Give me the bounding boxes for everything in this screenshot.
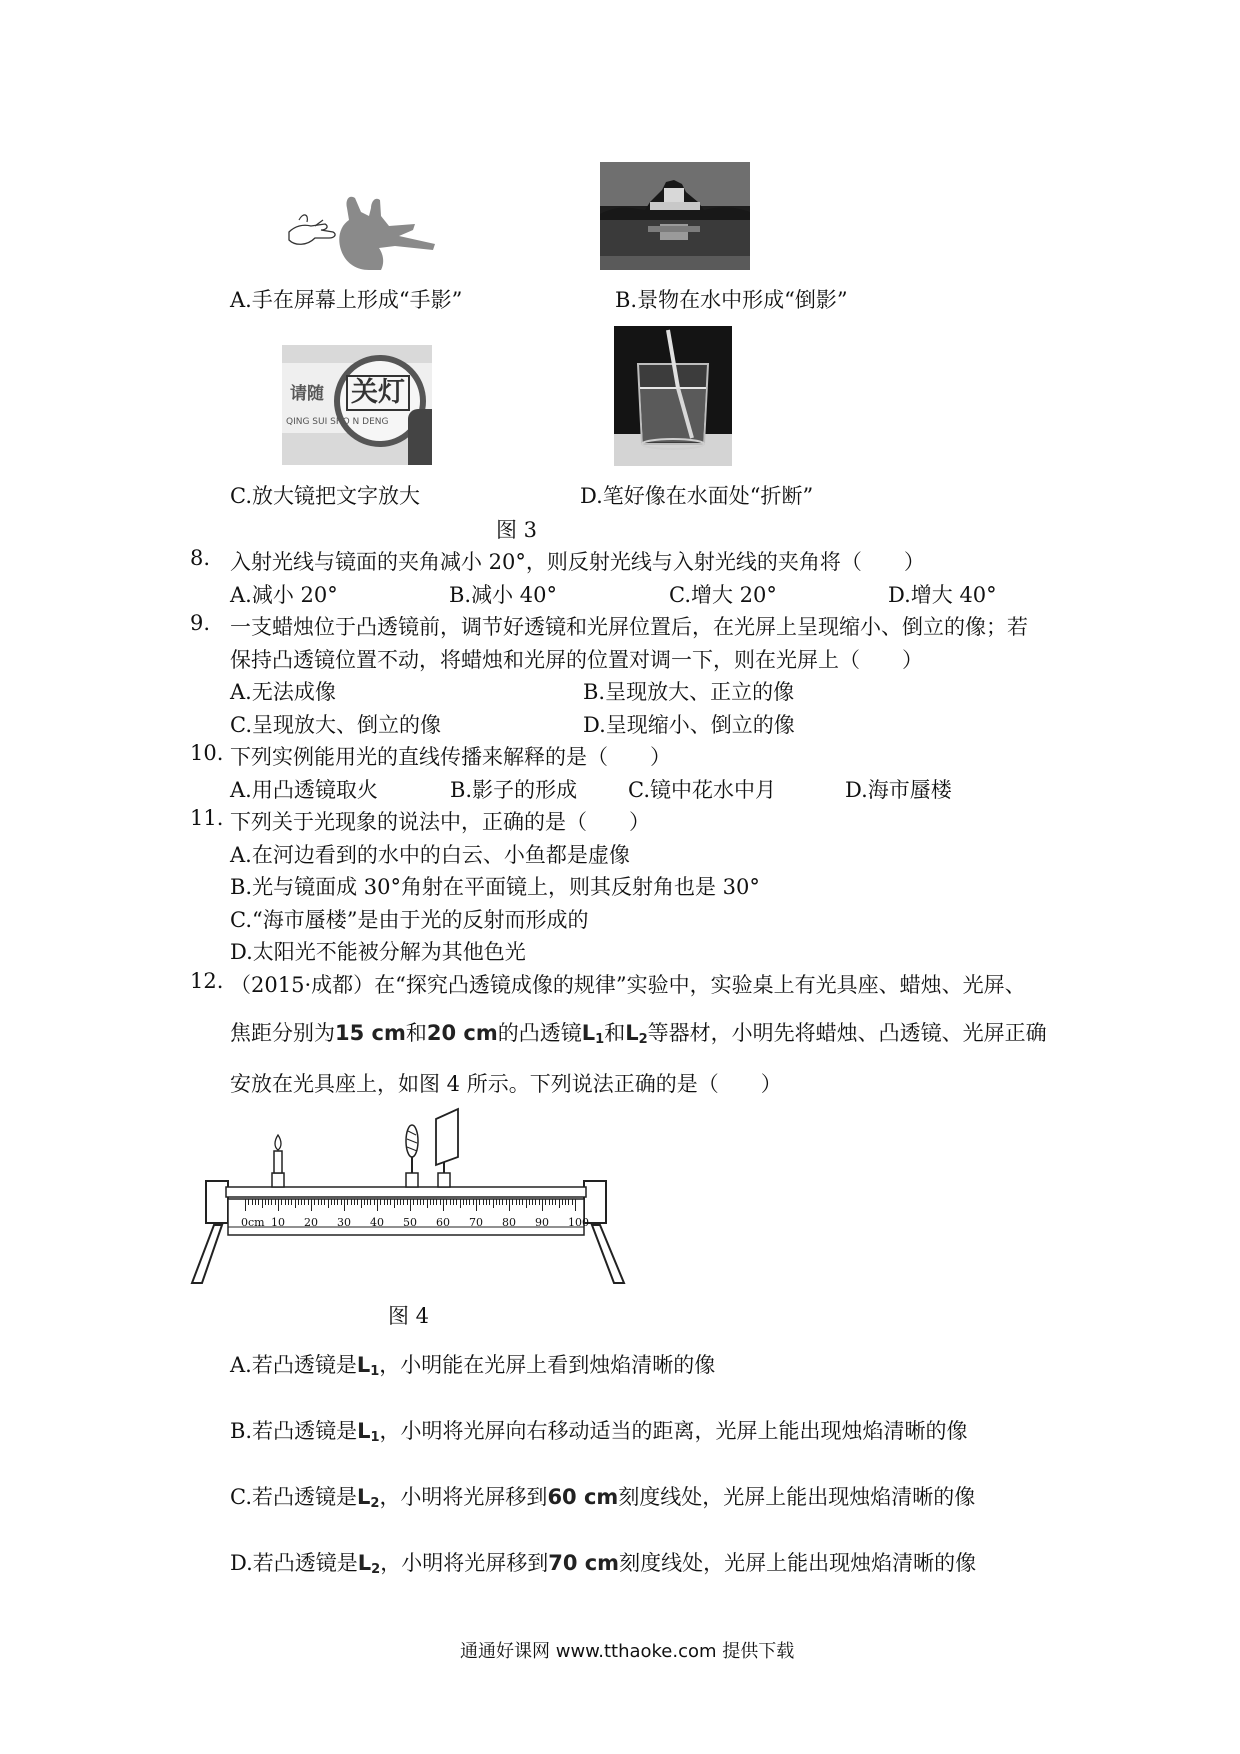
q12-option-c-lens: L bbox=[357, 1485, 371, 1509]
sign-pinyin: QING SUI SHO N DENG bbox=[286, 417, 389, 427]
ruler-tick bbox=[271, 1199, 272, 1205]
q9-option-d: D.呈现缩小、倒立的像 bbox=[583, 713, 795, 737]
ruler-tick bbox=[423, 1199, 424, 1205]
q12-option-d-pre: D.若凸透镜是 bbox=[230, 1551, 358, 1575]
ruler-tick bbox=[522, 1199, 523, 1205]
ruler-tick bbox=[367, 1199, 368, 1205]
ruler-tick bbox=[502, 1199, 503, 1205]
q12-option-a-post: ，小明能在光屏上看到烛焰清晰的像 bbox=[379, 1353, 716, 1377]
ruler-tick bbox=[417, 1199, 418, 1205]
ruler-tick bbox=[311, 1199, 312, 1211]
q12-focal-20: 20 cm bbox=[426, 1021, 498, 1045]
q12-number: 12. bbox=[190, 969, 224, 993]
ruler-tick bbox=[380, 1199, 381, 1205]
q12-option-c-pre: C.若凸透镜是 bbox=[230, 1485, 357, 1509]
q12-option-a-lens-sub: 1 bbox=[370, 1364, 380, 1379]
fig3-option-b: B.景物在水中形成“倒影” bbox=[615, 288, 848, 312]
ruler-tick bbox=[516, 1199, 517, 1205]
ruler-tick bbox=[506, 1199, 507, 1205]
fig3-option-d: D.笔好像在水面处“折断” bbox=[580, 484, 814, 508]
q8-option-d: D.增大 40° bbox=[888, 583, 997, 607]
ruler-tick bbox=[252, 1199, 253, 1205]
q12-line2-and: 和 bbox=[405, 1021, 427, 1045]
ruler-tick bbox=[281, 1199, 282, 1205]
ruler-tick bbox=[288, 1199, 289, 1205]
ruler-tick bbox=[410, 1199, 411, 1211]
q10-option-c: C.镜中花水中月 bbox=[628, 778, 776, 802]
ruler-tick bbox=[318, 1199, 319, 1205]
hand-shadow-image bbox=[285, 190, 440, 275]
ruler-tick bbox=[519, 1199, 520, 1205]
ruler-tick bbox=[258, 1199, 259, 1205]
q12-line2-text: 焦距分别为 bbox=[230, 1021, 335, 1045]
ruler-tick bbox=[463, 1199, 464, 1205]
ruler-tick bbox=[370, 1199, 371, 1205]
ruler-tick bbox=[255, 1199, 256, 1205]
q10-option-b: B.影子的形成 bbox=[450, 778, 578, 802]
sign-text-left: 请随 bbox=[290, 384, 324, 404]
ruler-tick bbox=[278, 1199, 279, 1211]
ruler-tick bbox=[440, 1199, 441, 1205]
q11-option-a: A.在河边看到的水中的白云、小鱼都是虚像 bbox=[230, 843, 630, 867]
ruler-label: 0cm bbox=[241, 1216, 265, 1229]
ruler-tick bbox=[469, 1199, 470, 1205]
figure4-caption: 图 4 bbox=[388, 1304, 430, 1328]
ruler-tick bbox=[526, 1199, 527, 1208]
page-footer: 通通好课网 www.tthaoke.com 提供下载 bbox=[460, 1641, 795, 1662]
ruler-tick bbox=[364, 1199, 365, 1205]
ruler-tick bbox=[298, 1199, 299, 1205]
ruler-tick bbox=[539, 1199, 540, 1205]
ruler-tick bbox=[265, 1199, 266, 1205]
ruler-tick bbox=[361, 1199, 362, 1208]
ruler-tick bbox=[575, 1199, 576, 1211]
q12-option-b-lens-sub: 1 bbox=[370, 1430, 380, 1445]
q10-stem: 下列实例能用光的直线传播来解释的是（ ） bbox=[230, 745, 671, 769]
ruler-tick bbox=[549, 1199, 550, 1205]
ruler-tick bbox=[476, 1199, 477, 1211]
q10-option-a: A.用凸透镜取火 bbox=[230, 778, 378, 802]
ruler-tick bbox=[268, 1199, 269, 1205]
ruler-tick bbox=[430, 1199, 431, 1205]
ruler-tick bbox=[529, 1199, 530, 1205]
ruler-tick bbox=[559, 1199, 560, 1208]
ruler-tick bbox=[403, 1199, 404, 1205]
q8-option-a: A.减小 20° bbox=[230, 583, 338, 607]
ruler-tick bbox=[321, 1199, 322, 1205]
ruler-tick bbox=[460, 1199, 461, 1208]
ruler-tick bbox=[552, 1199, 553, 1205]
bent-pen-image bbox=[614, 326, 732, 466]
q8-option-c: C.增大 20° bbox=[669, 583, 777, 607]
q12-option-b-pre: B.若凸透镜是 bbox=[230, 1419, 358, 1443]
ruler-tick bbox=[555, 1199, 556, 1205]
ruler-label: 10 bbox=[271, 1216, 285, 1229]
q12-option-b bbox=[230, 1415, 968, 1445]
ruler-tick bbox=[248, 1199, 249, 1205]
ruler-tick bbox=[295, 1199, 296, 1208]
ruler-scale bbox=[245, 1199, 575, 1213]
ruler-tick bbox=[384, 1199, 385, 1205]
q12-option-c-lens-sub: 2 bbox=[370, 1496, 380, 1511]
ruler-tick bbox=[413, 1199, 414, 1205]
ruler-tick bbox=[344, 1199, 345, 1211]
q9-option-c: C.呈现放大、倒立的像 bbox=[230, 713, 441, 737]
ruler-tick bbox=[262, 1199, 263, 1208]
ruler-tick bbox=[456, 1199, 457, 1205]
ruler-tick bbox=[301, 1199, 302, 1205]
q12-option-a bbox=[230, 1349, 715, 1379]
ruler-tick bbox=[285, 1199, 286, 1205]
q8-stem: 入射光线与镜面的夹角减小 20°，则反射光线与入射光线的夹角将（ ） bbox=[230, 550, 925, 574]
q12-option-d-post: 刻度线处，光屏上能出现烛焰清晰的像 bbox=[619, 1551, 977, 1575]
q8-option-b: B.减小 40° bbox=[449, 583, 558, 607]
q11-option-b: B.光与镜面成 30°角射在平面镜上，则其反射角也是 30° bbox=[230, 875, 760, 899]
ruler-tick bbox=[489, 1199, 490, 1205]
ruler-tick bbox=[407, 1199, 408, 1205]
q9-number: 9. bbox=[190, 611, 211, 635]
ruler-tick bbox=[304, 1199, 305, 1205]
q12-option-b-post: ，小明将光屏向右移动适当的距离，光屏上能出现烛焰清晰的像 bbox=[379, 1419, 968, 1443]
q12-lens-l2: L bbox=[625, 1021, 639, 1045]
ruler-tick bbox=[341, 1199, 342, 1205]
optical-bench-figure bbox=[188, 1105, 640, 1285]
q12-option-c bbox=[230, 1481, 975, 1511]
ruler-tick bbox=[436, 1199, 437, 1205]
q8-number: 8. bbox=[190, 546, 211, 570]
ruler-tick bbox=[354, 1199, 355, 1205]
ruler-tick bbox=[351, 1199, 352, 1205]
ruler-tick bbox=[486, 1199, 487, 1205]
ruler-tick bbox=[374, 1199, 375, 1205]
ruler-label: 40 bbox=[370, 1216, 384, 1229]
q9-option-b: B.呈现放大、正立的像 bbox=[583, 680, 795, 704]
ruler-tick bbox=[562, 1199, 563, 1205]
q11-stem: 下列关于光现象的说法中，正确的是（ ） bbox=[230, 810, 650, 834]
q11-option-d: D.太阳光不能被分解为其他色光 bbox=[230, 940, 526, 964]
ruler-tick bbox=[331, 1199, 332, 1205]
magnifier-sign-image bbox=[282, 345, 432, 465]
q12-option-c-post: 刻度线处，光屏上能出现烛焰清晰的像 bbox=[618, 1485, 976, 1509]
ruler-tick bbox=[542, 1199, 543, 1211]
ruler-tick bbox=[443, 1199, 444, 1211]
q12-line2-and2: 和 bbox=[604, 1021, 626, 1045]
ruler-label: 90 bbox=[535, 1216, 549, 1229]
q12-stem-line3: 安放在光具座上，如图 4 所示。下列说法正确的是（ ） bbox=[230, 1072, 782, 1096]
ruler-tick bbox=[377, 1199, 378, 1211]
ruler-tick bbox=[291, 1199, 292, 1205]
q12-line2-rest: 等器材，小明先将蜡烛、凸透镜、光屏正确 bbox=[647, 1021, 1047, 1045]
q12-option-a-lens: L bbox=[356, 1353, 371, 1377]
ruler-tick bbox=[308, 1199, 309, 1205]
q9-stem-line1: 一支蜡烛位于凸透镜前，调节好透镜和光屏位置后，在光屏上呈现缩小、倒立的像；若 bbox=[230, 615, 1028, 639]
water-reflection-image bbox=[600, 162, 750, 270]
ruler-tick bbox=[314, 1199, 315, 1205]
q12-lens-l1-sub: 1 bbox=[595, 1032, 605, 1047]
q12-option-d-lens-sub: 2 bbox=[371, 1562, 381, 1577]
ruler-label: 60 bbox=[436, 1216, 450, 1229]
q12-option-b-lens: L bbox=[357, 1419, 371, 1443]
ruler-tick bbox=[390, 1199, 391, 1205]
ruler-tick bbox=[568, 1199, 569, 1205]
q12-lens-l2-sub: 2 bbox=[638, 1032, 648, 1047]
ruler-tick bbox=[347, 1199, 348, 1205]
ruler-label: 30 bbox=[337, 1216, 351, 1229]
q10-option-d: D.海市蜃楼 bbox=[845, 778, 952, 802]
q12-focal-15: 15 cm bbox=[335, 1021, 406, 1045]
q10-number: 10. bbox=[190, 741, 224, 765]
q12-stem-line1: （2015·成都）在“探究凸透镜成像的规律”实验中，实验桌上有光具座、蜡烛、光屏、 bbox=[230, 973, 1026, 997]
ruler-tick bbox=[493, 1199, 494, 1208]
ruler-tick bbox=[565, 1199, 566, 1205]
ruler-tick bbox=[572, 1199, 573, 1205]
ruler-tick bbox=[394, 1199, 395, 1208]
ruler-tick bbox=[473, 1199, 474, 1205]
q12-option-c-mid: ，小明将光屏移到 bbox=[379, 1485, 548, 1509]
ruler-tick bbox=[400, 1199, 401, 1205]
ruler-label: 50 bbox=[403, 1216, 417, 1229]
ruler-tick bbox=[466, 1199, 467, 1205]
fig3-option-c: C.放大镜把文字放大 bbox=[230, 484, 420, 508]
ruler-tick bbox=[397, 1199, 398, 1205]
ruler-label: 100 bbox=[568, 1216, 589, 1229]
ruler-tick bbox=[337, 1199, 338, 1205]
ruler-label: 20 bbox=[304, 1216, 318, 1229]
q12-line2-lens: 的凸透镜 bbox=[497, 1021, 582, 1045]
q12-option-c-value: 60 cm bbox=[547, 1485, 619, 1509]
ruler-tick bbox=[499, 1199, 500, 1205]
ruler-tick bbox=[535, 1199, 536, 1205]
sign-text-boxed: 关灯 bbox=[346, 375, 410, 411]
q12-stem-line2 bbox=[230, 1017, 1047, 1047]
q11-option-c: C.“海市蜃楼”是由于光的反射而形成的 bbox=[230, 908, 589, 932]
ruler-tick bbox=[324, 1199, 325, 1205]
ruler-tick bbox=[328, 1199, 329, 1208]
ruler-tick bbox=[483, 1199, 484, 1205]
q11-number: 11. bbox=[190, 806, 224, 830]
ruler-tick bbox=[453, 1199, 454, 1205]
ruler-tick bbox=[545, 1199, 546, 1205]
ruler-tick bbox=[387, 1199, 388, 1205]
q12-option-d bbox=[230, 1547, 976, 1577]
q12-lens-l1: L bbox=[581, 1021, 596, 1045]
ruler-label: 70 bbox=[469, 1216, 483, 1229]
ruler-tick bbox=[420, 1199, 421, 1205]
ruler-label: 80 bbox=[502, 1216, 516, 1229]
q12-option-d-mid: ，小明将光屏移到 bbox=[380, 1551, 549, 1575]
ruler-tick bbox=[357, 1199, 358, 1205]
ruler-tick bbox=[433, 1199, 434, 1205]
ruler-tick bbox=[479, 1199, 480, 1205]
q12-option-d-lens: L bbox=[357, 1551, 372, 1575]
q12-option-a-pre: A.若凸透镜是 bbox=[230, 1353, 357, 1377]
ruler-tick bbox=[275, 1199, 276, 1205]
ruler-tick bbox=[532, 1199, 533, 1205]
optical-bench-frame bbox=[188, 1105, 640, 1285]
ruler-tick bbox=[509, 1199, 510, 1211]
ruler-tick bbox=[496, 1199, 497, 1205]
ruler-tick bbox=[427, 1199, 428, 1208]
ruler-tick bbox=[446, 1199, 447, 1205]
q9-option-a: A.无法成像 bbox=[230, 680, 336, 704]
ruler-labels bbox=[188, 1216, 640, 1230]
q9-stem-line2: 保持凸透镜位置不动，将蜡烛和光屏的位置对调一下，则在光屏上（ ） bbox=[230, 648, 923, 672]
ruler-tick bbox=[334, 1199, 335, 1205]
ruler-tick bbox=[245, 1199, 246, 1211]
q12-option-d-value: 70 cm bbox=[548, 1551, 620, 1575]
fig3-option-a: A.手在屏幕上形成“手影” bbox=[230, 288, 463, 312]
figure3-caption: 图 3 bbox=[496, 518, 538, 542]
ruler-tick bbox=[450, 1199, 451, 1205]
ruler-tick bbox=[512, 1199, 513, 1205]
